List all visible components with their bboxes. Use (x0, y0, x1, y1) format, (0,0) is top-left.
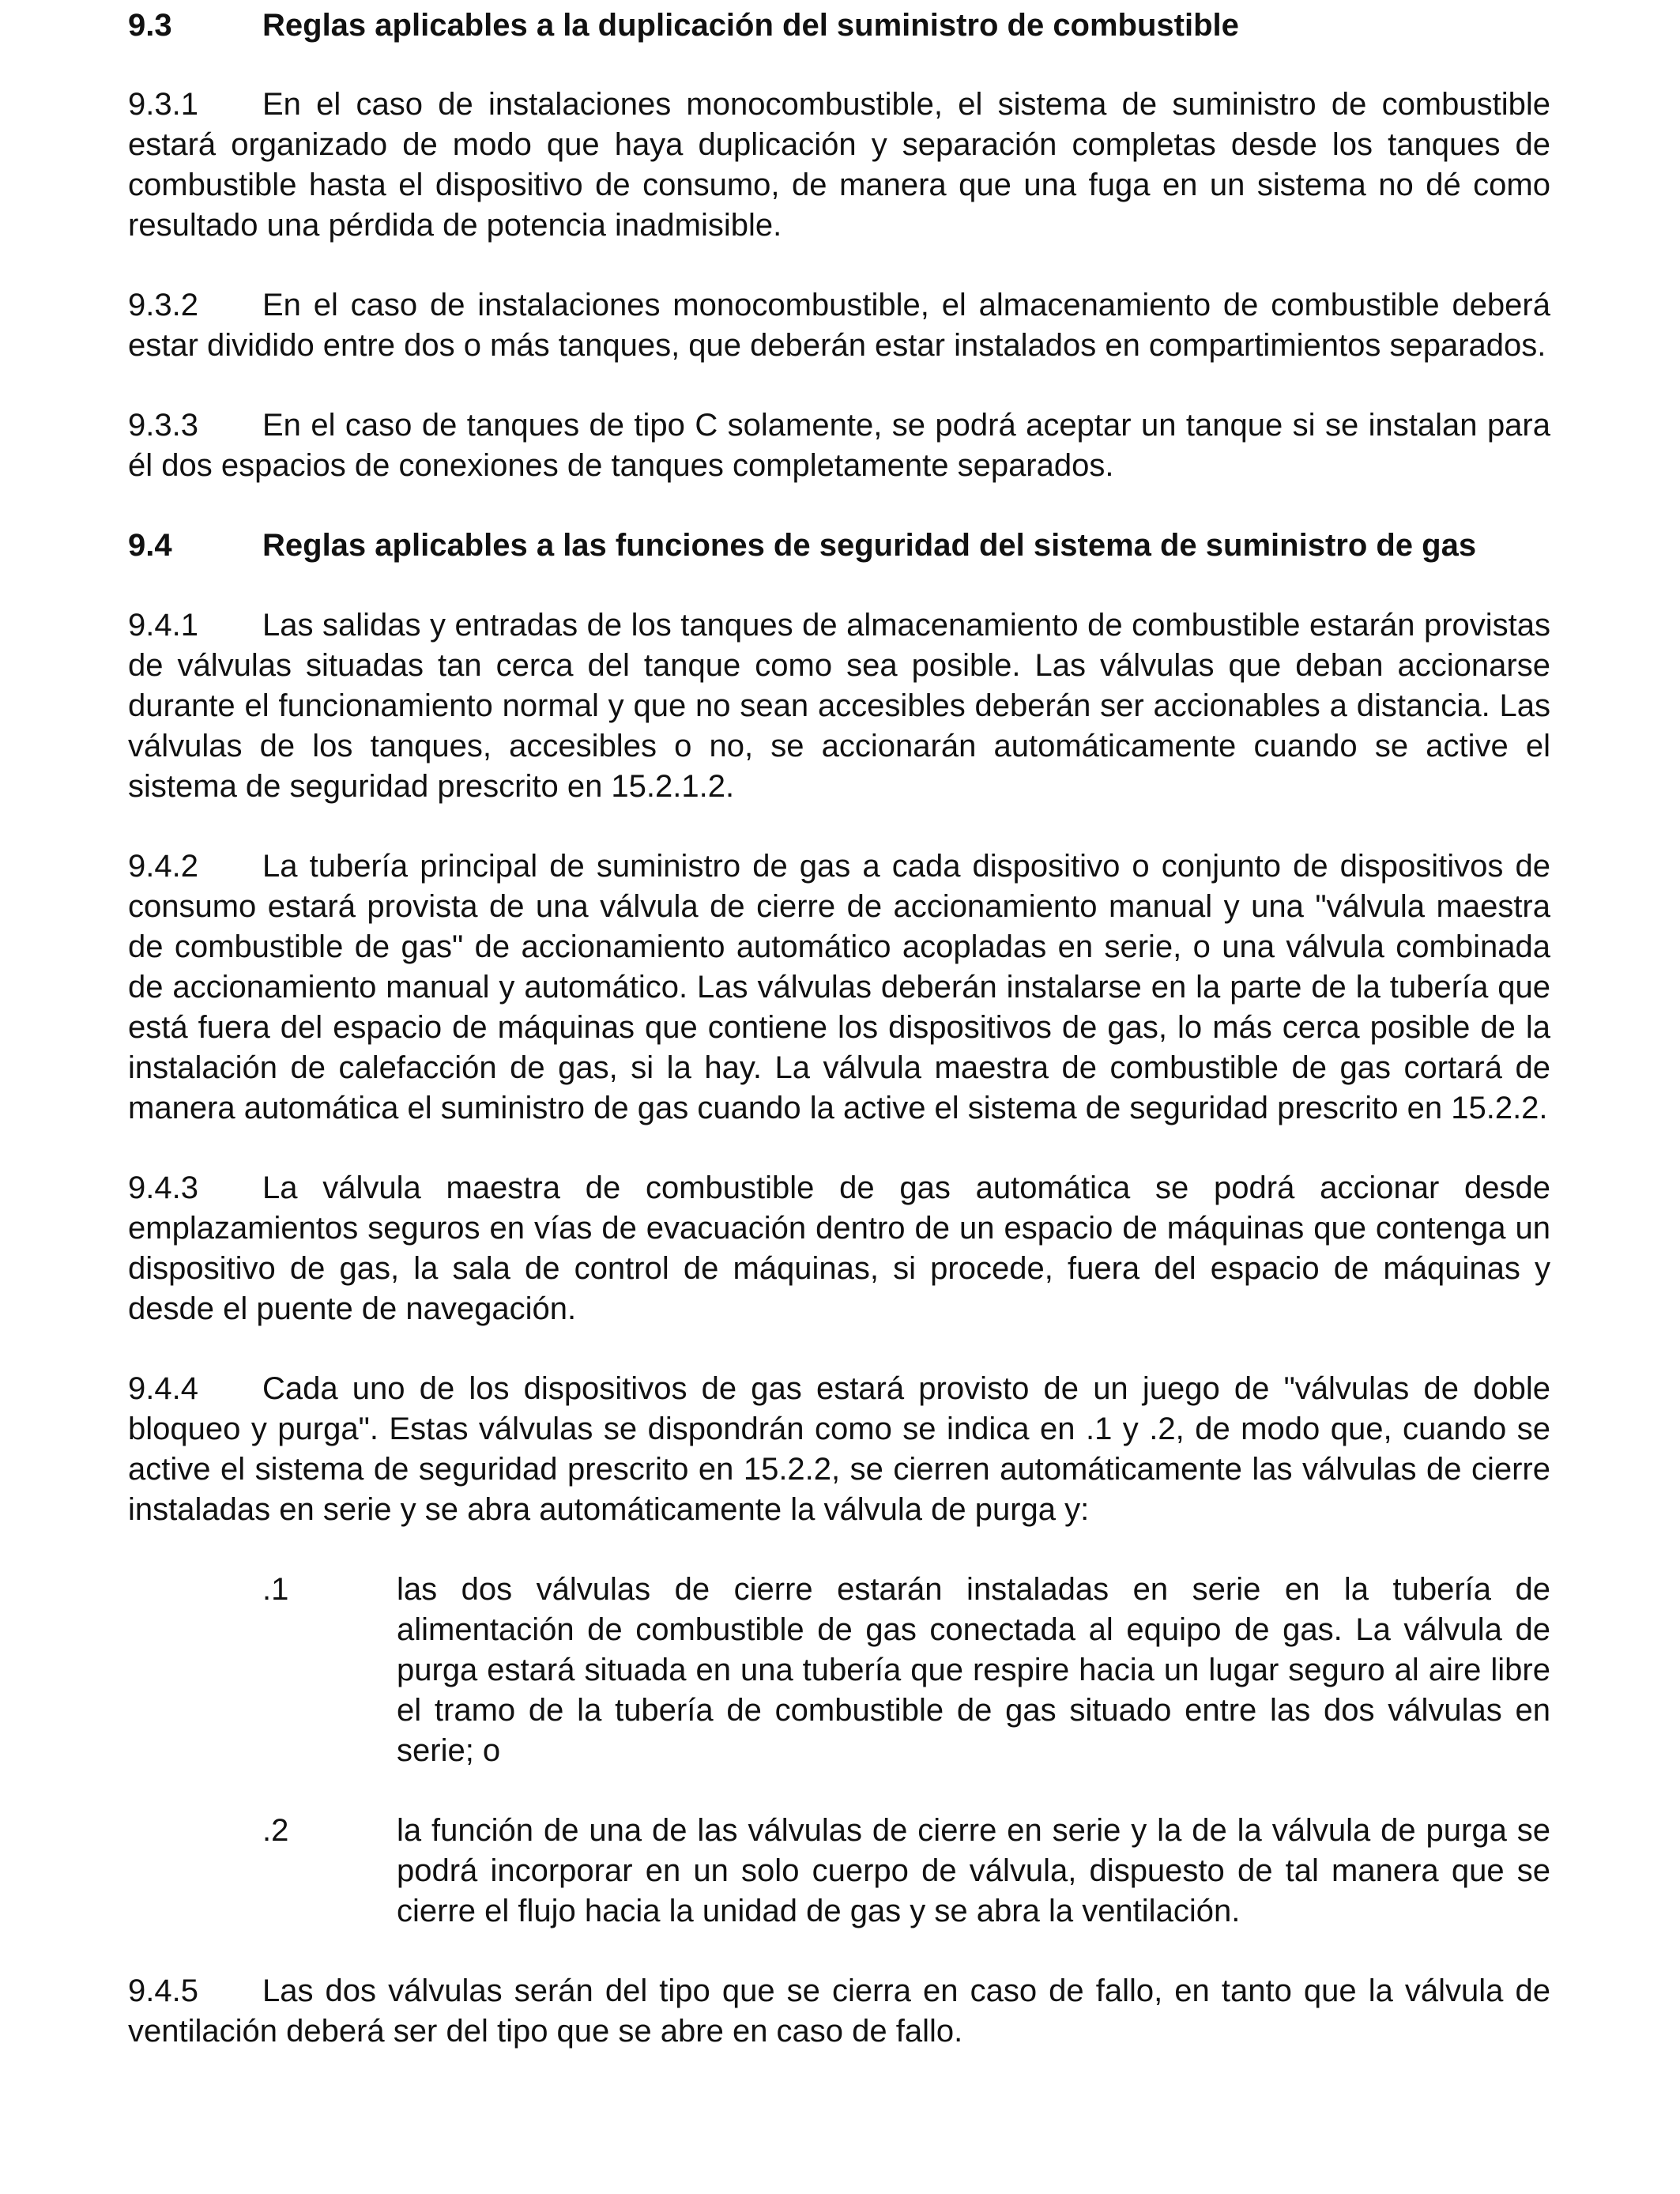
paragraph-9-4-4 (128, 1369, 1550, 1530)
paragraph-text: Las dos válvulas serán del tipo que se cierra en caso de fallo, en tanto que la válvula de ventilación deberá ser del tipo que se abre en caso de fallo. (128, 1973, 1550, 2049)
list-item-text: la función de una de las válvulas de cierre en serie y la de la válvula de purga se podrá incorporar en un solo cuerpo de válvula, dispuesto de tal manera que se cierre el flujo hacia la unidad de gas y se abra la ventilación. (397, 1813, 1550, 1928)
list-item (262, 1570, 1550, 1771)
paragraph-9-3-3 (128, 405, 1550, 486)
paragraph-9-4-3 (128, 1168, 1550, 1329)
paragraph-number: 9.4.5 (128, 1973, 198, 2008)
paragraph-text: En el caso de instalaciones monocombustible, el almacenamiento de combustible deberá estar dividido entre dos o más tanques, que deberán estar instalados en compartimientos separados. (128, 288, 1550, 363)
section-title: Reglas aplicables a la duplicación del suministro de combustible (262, 8, 1239, 43)
paragraph-number: 9.3.1 (128, 87, 198, 122)
paragraph-number: 9.4.2 (128, 849, 198, 884)
paragraph-text: Las salidas y entradas de los tanques de almacenamiento de combustible estarán provistas de válvulas situadas tan cerca del tanque como sea posible. Las válvulas que deban accionarse durante el funcionamiento normal y que no sean accesibles deberán ser accionables a distancia. Las válvulas de los tanques, accesibles o no, se accionarán automáticamente cuando se active el sistema de seguridad prescrito en 15.2.1.2. (128, 608, 1550, 804)
paragraph-number: 9.4.3 (128, 1171, 198, 1205)
section-number: 9.4 (128, 528, 172, 563)
paragraph-number: 9.4.1 (128, 608, 198, 643)
paragraph-text: Cada uno de los dispositivos de gas estará provisto de un juego de "válvulas de doble bloqueo y purga". Estas válvulas se dispondrán como se indica en .1 y .2, de modo que, cuando se active el sistema de seguridad prescrito en 15.2.2, se cierren automáticamente las válvulas de cierre instaladas en serie y se abra automáticamente la válvula de purga y: (128, 1371, 1550, 1527)
section-heading-9-4 (128, 526, 1550, 566)
paragraph-9-3-1 (128, 85, 1550, 246)
paragraph-text: La tubería principal de suministro de gas a cada dispositivo o conjunto de dispositivos de consumo estará provista de una válvula de cierre de accionamiento manual y una "válvula maestra de combustible de gas" de accionamiento automático acopladas en serie, o una válvula combinada de accionamiento manual y automático. Las válvulas deberán instalarse en la parte de la tubería que está fuera del espacio de máquinas que contiene los dispositivos de gas, lo más cerca posible de la instalación de calefacción de gas, si la hay. La válvula maestra de combustible de gas cortará de manera automática el suministro de gas cuando la active el sistema de seguridad prescrito en 15.2.2. (128, 849, 1550, 1125)
section-number: 9.3 (128, 8, 172, 43)
paragraph-9-4-5 (128, 1971, 1550, 2052)
paragraph-text: La válvula maestra de combustible de gas automática se podrá accionar desde emplazamientos seguros en vías de evacuación dentro de un espacio de máquinas que contenga un dispositivo de gas, la sala de control de máquinas, si procede, fuera del espacio de máquinas y desde el puente de navegación. (128, 1171, 1550, 1326)
list-item-number: .2 (262, 1813, 289, 1848)
paragraph-number: 9.4.4 (128, 1371, 198, 1406)
paragraph-number: 9.3.2 (128, 288, 198, 322)
paragraph-text: En el caso de instalaciones monocombustible, el sistema de suministro de combustible estará organizado de modo que haya duplicación y separación completas desde los tanques de combustible hasta el dispositivo de consumo, de manera que una fuga en un sistema no dé como resultado una pérdida de potencia inadmisible. (128, 87, 1550, 243)
list-item (262, 1811, 1550, 1932)
list-item-text: las dos válvulas de cierre estarán instaladas en serie en la tubería de alimentación de combustible de gas conectada al equipo de gas. La válvula de purga estará situada en una tubería que respire hacia un lugar seguro al aire libre el tramo de la tubería de combustible de gas situado entre las dos válvulas en serie; o (397, 1572, 1550, 1768)
document-page (128, 0, 1550, 2052)
list-item-number: .1 (262, 1572, 289, 1607)
section-heading-9-3 (128, 6, 1550, 46)
paragraph-text: En el caso de tanques de tipo C solamente, se podrá aceptar un tanque si se instalan para él dos espacios de conexiones de tanques completamente separados. (128, 408, 1550, 483)
paragraph-number: 9.3.3 (128, 408, 198, 443)
section-title: Reglas aplicables a las funciones de seguridad del sistema de suministro de gas (262, 528, 1477, 563)
paragraph-9-4-2 (128, 846, 1550, 1129)
paragraph-9-3-2 (128, 285, 1550, 366)
paragraph-9-4-1 (128, 605, 1550, 807)
